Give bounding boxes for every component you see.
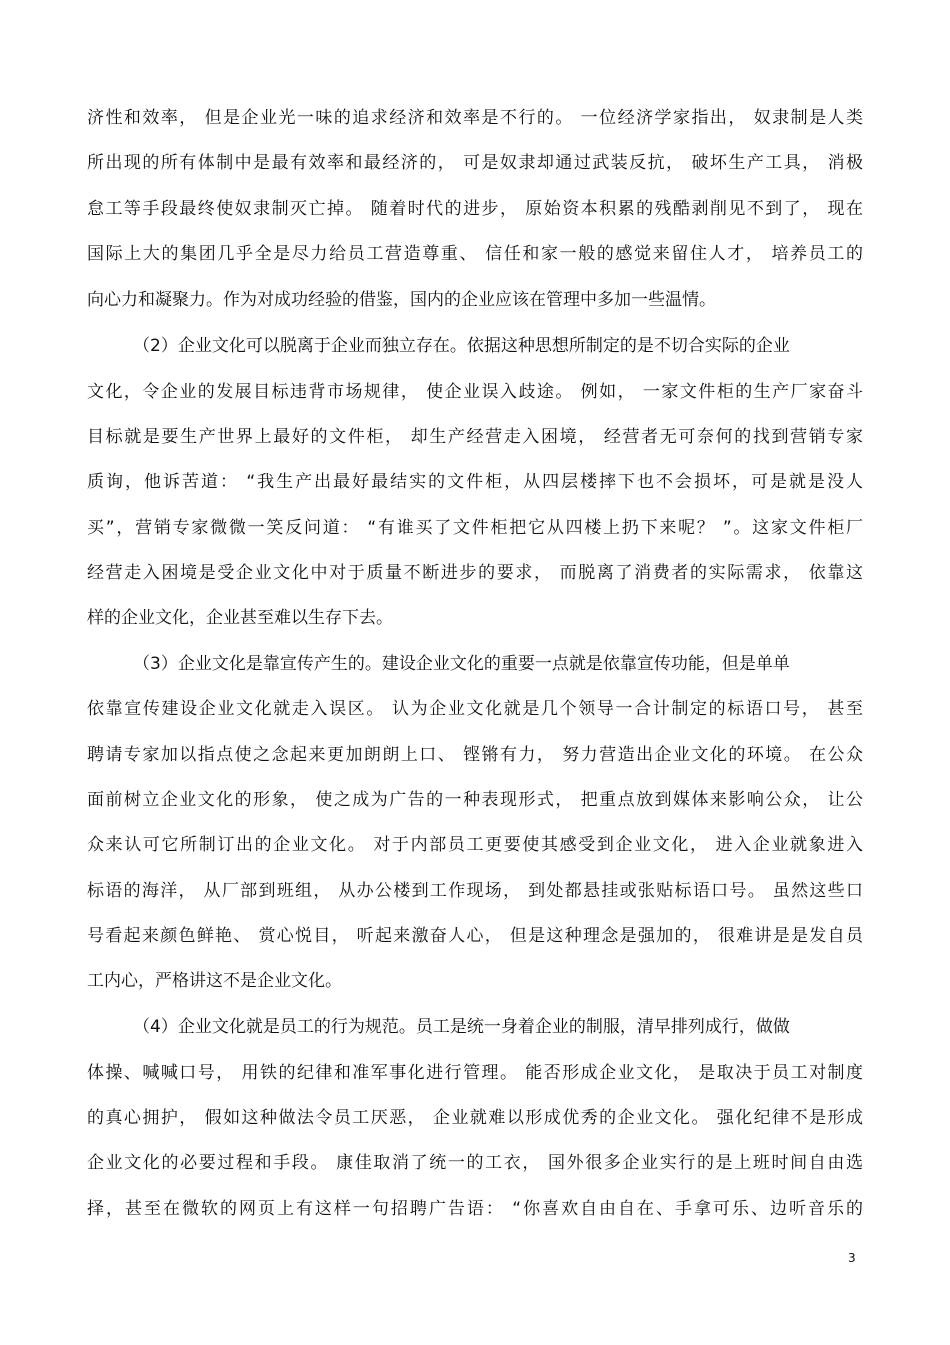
text-line: 经营走入困境是受企业文化中对于质量不断进步的要求， 而脱离了消费者的实际需求， 依靠这 (87, 563, 863, 583)
text-line: 标语的海洋， 从厂部到班组， 从办公楼到工作现场， 到处都悬挂或张贴标语口号。 虽然这些口 (87, 881, 863, 901)
text-line: 目标就是要生产世界上最好的文件柜， 却生产经营走入困境， 经营者无可奈何的找到营销专家 (87, 427, 863, 447)
text-line: 买”，营销专家微微一笑反问道： “有谁买了文件柜把它从四楼上扔下来呢？ ”。这家文件柜厂 (87, 518, 863, 538)
text-line: 众来认可它所制订出的企业文化。 对于内部员工更要使其感受到企业文化， 进入企业就象进入 (87, 835, 863, 855)
paragraph-heading-line: （2）企业文化可以脱离于企业而独立存在。依据这种思想所制定的是不切合实际的企业 (133, 336, 790, 356)
text-line: 的真心拥护， 假如这种做法令员工厌恶， 企业就难以形成优秀的企业文化。 强化纪律不是形成 (87, 1108, 863, 1128)
text-line: 择，甚至在微软的网页上有这样一句招聘广告语： “你喜欢自由自在、手拿可乐、边听音乐的 (87, 1199, 863, 1219)
text-line: 济性和效率， 但是企业光一味的追求经济和效率是不行的。 一位经济学家指出， 奴隶制是人类 (87, 108, 863, 128)
text-line: 体操、喊喊口号， 用铁的纪律和准军事化进行管理。 能否形成企业文化， 是取决于员工对制度 (87, 1063, 863, 1083)
text-line: 样的企业文化，企业甚至难以生存下去。 (87, 608, 393, 628)
text-line: 依靠宣传建设企业文化就走入误区。 认为企业文化就是几个领导一合计制定的标语口号， 甚至 (87, 699, 863, 719)
text-line: 怠工等手段最终使奴隶制灭亡掉。 随着时代的进步， 原始资本积累的残酷剥削见不到了， 现在 (87, 199, 863, 219)
text-line: 所出现的所有体制中是最有效率和最经济的， 可是奴隶却通过武装反抗， 破坏生产工具， 消极 (87, 153, 863, 173)
text-line: 号看起来颜色鲜艳、 赏心悦目， 听起来激奋人心， 但是这种理念是强加的， 很难讲是是发自员 (87, 926, 863, 946)
page-number: 3 (848, 1251, 856, 1265)
paragraph-heading-line: （4）企业文化就是员工的行为规范。员工是统一身着企业的制服，清早排列成行，做做 (133, 1017, 790, 1037)
text-line: 向心力和凝聚力。作为对成功经验的借鉴，国内的企业应该在管理中多加一些温情。 (87, 290, 716, 310)
paragraph-heading-line: （3）企业文化是靠宣传产生的。建设企业文化的重要一点就是依靠宣传功能，但是单单 (133, 654, 790, 674)
text-line: 工内心，严格讲这不是企业文化。 (87, 971, 342, 991)
text-line: 质询，他诉苦道： “我生产出最好最结实的文件柜，从四层楼摔下也不会损坏，可是就是没人 (87, 472, 863, 492)
text-line: 文化，令企业的发展目标违背市场规律， 使企业误入歧途。 例如， 一家文件柜的生产厂家奋斗 (87, 382, 863, 402)
text-line: 面前树立企业文化的形象， 使之成为广告的一种表现形式， 把重点放到媒体来影响公众， 让公 (87, 790, 863, 810)
text-line: 聘请专家加以指点使之念起来更加朗朗上口、 铿锵有力， 努力营造出企业文化的环境。 在公众 (87, 745, 863, 765)
text-line: 国际上大的集团几乎全是尽力给员工营造尊重、 信任和家一般的感觉来留住人才， 培养员工的 (87, 244, 863, 264)
text-line: 企业文化的必要过程和手段。 康佳取消了统一的工衣， 国外很多企业实行的是上班时间自由选 (87, 1153, 863, 1173)
